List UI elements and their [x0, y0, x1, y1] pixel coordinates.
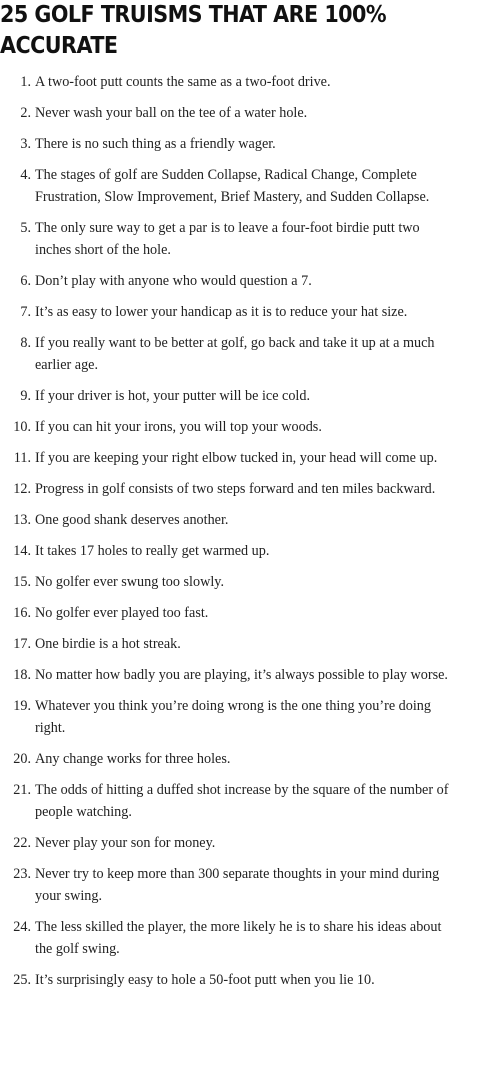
list-item-text: Any change works for three holes. — [35, 751, 231, 767]
list-item-text: If your driver is hot, your putter will be ice cold. — [35, 388, 311, 404]
list-item-number: 5. — [20, 220, 31, 236]
list-item — [0, 332, 450, 376]
list-item — [0, 478, 450, 500]
list-item-number: 8. — [20, 335, 31, 351]
list-item-text: No golfer ever swung too slowly. — [35, 574, 225, 590]
list-item-text: Progress in golf consists of two steps forward and ten miles backward. — [35, 481, 436, 497]
list-item-number: 6. — [20, 273, 31, 289]
list-item-number: 13. — [13, 512, 31, 528]
list-item-number: 1. — [20, 74, 31, 90]
list-item-number: 4. — [20, 167, 31, 183]
list-item-text: The only sure way to get a par is to leave a four-foot birdie putt two inches short of the hole. — [35, 220, 420, 258]
list-item-number: 19. — [13, 698, 31, 714]
list-item-number: 20. — [13, 751, 31, 767]
list-item — [0, 133, 450, 155]
list-item — [0, 695, 450, 739]
list-item-text: One birdie is a hot streak. — [35, 636, 181, 652]
list-item-text: The stages of golf are Sudden Collapse, Radical Change, Complete Frustration, Slow Improvement, Brief Mastery, and Sudden Collapse. — [35, 167, 430, 205]
list-item-text: Never wash your ball on the tee of a water hole. — [35, 105, 308, 121]
list-item-number: 25. — [13, 972, 31, 988]
list-item-number: 9. — [20, 388, 31, 404]
list-item-number: 14. — [13, 543, 31, 559]
list-item-number: 16. — [13, 605, 31, 621]
list-item-number: 10. — [13, 419, 31, 435]
list-item-text: It’s surprisingly easy to hole a 50-foot putt when you lie 10. — [35, 972, 375, 988]
list-item-text: No matter how badly you are playing, it’s always possible to play worse. — [35, 667, 448, 683]
list-item — [0, 779, 450, 823]
list-item-text: The odds of hitting a duffed shot increase by the square of the number of people watching. — [35, 782, 449, 820]
list-item-text: It takes 17 holes to really get warmed up. — [35, 543, 270, 559]
list-item-number: 21. — [13, 782, 31, 798]
list-item-number: 11. — [13, 450, 31, 466]
list-item-number: 24. — [13, 919, 31, 935]
list-item-text: If you are keeping your right elbow tucked in, your head will come up. — [35, 450, 438, 466]
list-item — [0, 164, 450, 208]
list-item — [0, 832, 450, 854]
list-item-number: 18. — [13, 667, 31, 683]
list-item — [0, 416, 450, 438]
list-item — [0, 540, 450, 562]
list-item-number: 2. — [20, 105, 31, 121]
list-item-number: 22. — [13, 835, 31, 851]
list-item-text: A two-foot putt counts the same as a two-foot drive. — [35, 74, 331, 90]
list-item — [0, 71, 450, 93]
list-item — [0, 447, 450, 469]
list-item — [0, 916, 450, 960]
list-item — [0, 509, 450, 531]
list-item-text: Never try to keep more than 300 separate thoughts in your mind during your swing. — [35, 866, 440, 904]
list-item-number: 3. — [20, 136, 31, 152]
list-item-text: If you really want to be better at golf, go back and take it up at a much earlier age. — [35, 335, 435, 373]
list-item — [0, 748, 450, 770]
article-title: 25 GOLF TRUISMS THAT ARE 100% ACCURATE — [0, 2, 387, 59]
list-item-number: 15. — [13, 574, 31, 590]
list-item-number: 17. — [13, 636, 31, 652]
list-item-text: Don’t play with anyone who would question a 7. — [35, 273, 312, 289]
list-item — [0, 301, 450, 323]
list-item-number: 12. — [13, 481, 31, 497]
truism-list — [0, 71, 450, 1000]
list-item-number: 7. — [20, 304, 31, 320]
list-item-text: There is no such thing as a friendly wager. — [35, 136, 276, 152]
list-item — [0, 385, 450, 407]
list-item-text: Whatever you think you’re doing wrong is the one thing you’re doing right. — [35, 698, 431, 736]
list-item-text: One good shank deserves another. — [35, 512, 229, 528]
list-item-text: Never play your son for money. — [35, 835, 216, 851]
list-item-text: No golfer ever played too fast. — [35, 605, 209, 621]
list-item-text: It’s as easy to lower your handicap as it is to reduce your hat size. — [35, 304, 408, 320]
list-item — [0, 102, 450, 124]
list-item — [0, 633, 450, 655]
list-item — [0, 571, 450, 593]
list-item-text: If you can hit your irons, you will top your woods. — [35, 419, 322, 435]
list-item — [0, 863, 450, 907]
list-item-number: 23. — [13, 866, 31, 882]
list-item — [0, 270, 450, 292]
list-item — [0, 602, 450, 624]
list-item — [0, 969, 450, 991]
list-item — [0, 217, 450, 261]
list-item-text: The less skilled the player, the more likely he is to share his ideas about the golf swing. — [35, 919, 442, 957]
list-item — [0, 664, 450, 686]
